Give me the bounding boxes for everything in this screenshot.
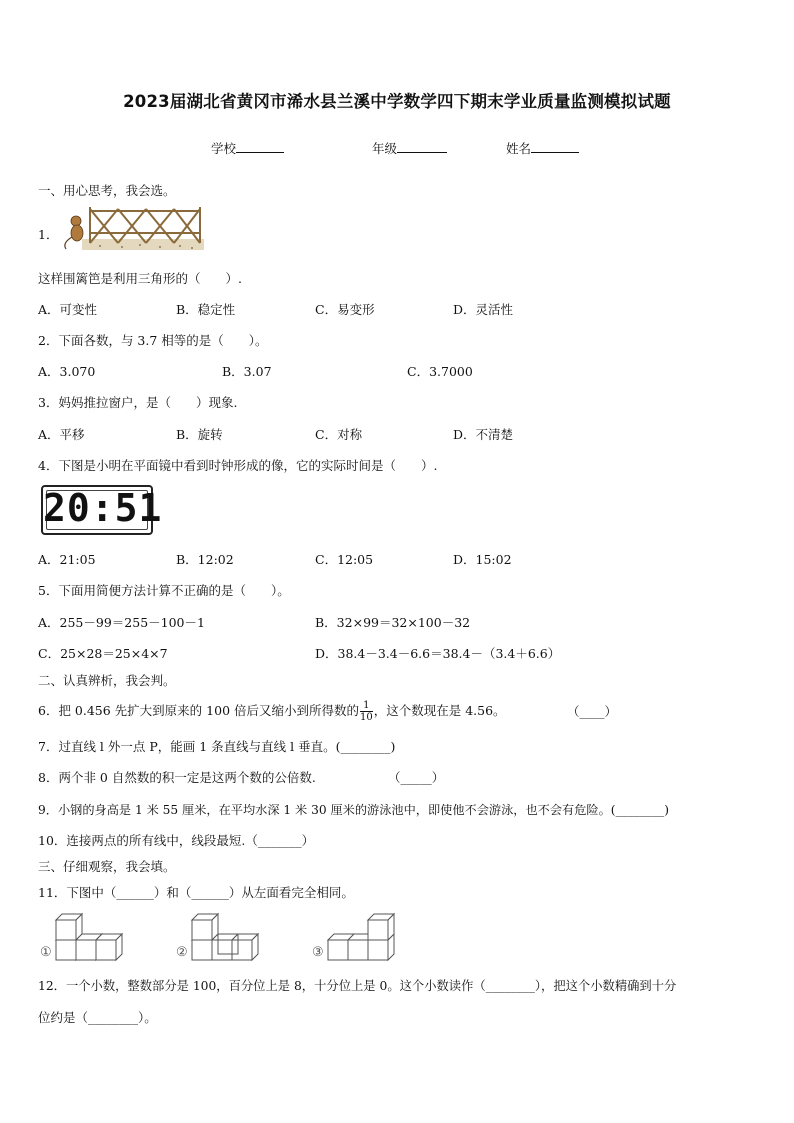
q2-option-a[interactable]: A．3.070: [38, 364, 96, 379]
q4-option-c[interactable]: C．12:05: [315, 552, 374, 567]
cube-figure-2: [190, 912, 268, 964]
q6-line: [38, 700, 506, 723]
grade-field: [372, 141, 447, 157]
name-blank[interactable]: [531, 152, 579, 153]
q4-option-a[interactable]: A．21:05: [38, 552, 96, 567]
school-field: [211, 141, 284, 157]
fraction-one-tenth: [360, 700, 373, 723]
q1-option-c[interactable]: C．易变形: [315, 302, 375, 317]
q12-text-line-1: 12．一个小数，整数部分是 100，百分位上是 8，十分位上是 0。这个小数读作（________），把这个小数精确到十分: [38, 979, 677, 993]
figure-2-label: ②: [176, 945, 188, 960]
grade-label: 年级: [372, 141, 398, 156]
q2-option-b[interactable]: B．3.07: [222, 364, 272, 379]
q5-option-d[interactable]: D．38.4－3.4－6.6＝38.4－（3.4＋6.6）: [315, 646, 561, 661]
q1-option-b[interactable]: B．稳定性: [176, 302, 236, 317]
q1-number: 1．: [38, 227, 59, 242]
q9-text: 9．小钢的身高是 1 米 55 厘米，在平均水深 1 米 30 厘米的游泳池中，即使他不会游泳，也不会有危险。(________): [38, 803, 670, 817]
clock-digits: 20:51: [43, 486, 163, 530]
q8-answer-blank[interactable]: （_____）: [388, 770, 445, 785]
q4-option-b[interactable]: B．12:02: [176, 552, 234, 567]
name-label: 姓名: [506, 141, 532, 156]
school-blank[interactable]: [236, 152, 284, 153]
section-1-heading: 一、用心思考，我会选。: [38, 183, 176, 198]
q1-text: 这样围篱笆是利用三角形的（ ）.: [38, 271, 242, 286]
cube-figure-3: [326, 912, 396, 964]
name-field: [506, 141, 579, 157]
q5-text: 5．下面用简便方法计算不正确的是（ ）。: [38, 583, 290, 598]
q2-option-c[interactable]: C．3.7000: [407, 364, 473, 379]
fence-illustration-image: [60, 203, 206, 253]
fraction-numerator: 1: [360, 700, 373, 712]
q3-text: 3．妈妈推拉窗户，是（ ）现象.: [38, 395, 238, 410]
q4-text: 4．下图是小明在平面镜中看到时钟形成的像，它的实际时间是（ ）.: [38, 458, 438, 473]
q3-option-b[interactable]: B．旋转: [176, 427, 223, 442]
school-label: 学校: [211, 141, 237, 156]
q3-option-a[interactable]: A．平移: [38, 427, 85, 442]
q11-text: 11．下图中（______）和（______）从左面看完全相同。: [38, 885, 354, 900]
q4-option-d[interactable]: D．15:02: [453, 552, 512, 567]
q1-option-d[interactable]: D．灵活性: [453, 302, 514, 317]
section-2-heading: 二、认真辨析，我会判。: [38, 673, 176, 688]
q12-text-line-2: 位约是（________）。: [38, 1010, 157, 1025]
q5-option-b[interactable]: B．32×99＝32×100－32: [315, 615, 471, 630]
cube-figure-1: [54, 912, 132, 964]
q8-text: 8．两个非 0 自然数的积一定是这两个数的公倍数.: [38, 770, 316, 785]
figure-3-label: ③: [312, 945, 324, 960]
section-3-heading: 三、仔细观察，我会填。: [38, 859, 176, 874]
grade-blank[interactable]: [397, 152, 447, 153]
fraction-denominator: 10: [360, 712, 373, 723]
q6-answer-blank[interactable]: （____）: [567, 704, 618, 719]
q3-option-d[interactable]: D．不清楚: [453, 427, 514, 442]
digital-clock-image: [41, 485, 163, 535]
q6-text-end: ，这个数现在是 4.56。: [373, 703, 506, 718]
q2-text: 2．下面各数，与 3.7 相等的是（ ）。: [38, 333, 268, 348]
q5-option-c[interactable]: C．25×28＝25×4×7: [38, 646, 168, 661]
q1-option-a[interactable]: A．可变性: [38, 302, 98, 317]
q10-text: 10．连接两点的所有线中，线段最短.（_______）: [38, 833, 315, 848]
figure-1-label: ①: [40, 945, 52, 960]
exam-title: 2023届湖北省黄冈市浠水县兰溪中学数学四下期末学业质量监测模拟试题: [123, 92, 671, 111]
q3-option-c[interactable]: C．对称: [315, 427, 363, 442]
q5-option-a[interactable]: A．255－99＝255－100－1: [38, 615, 205, 630]
q7-text: 7．过直线 l 外一点 P，能画 1 条直线与直线 l 垂直。(________): [38, 739, 396, 754]
q6-text: 6．把 0.456 先扩大到原来的 100 倍后又缩小到所得数的: [38, 703, 359, 718]
